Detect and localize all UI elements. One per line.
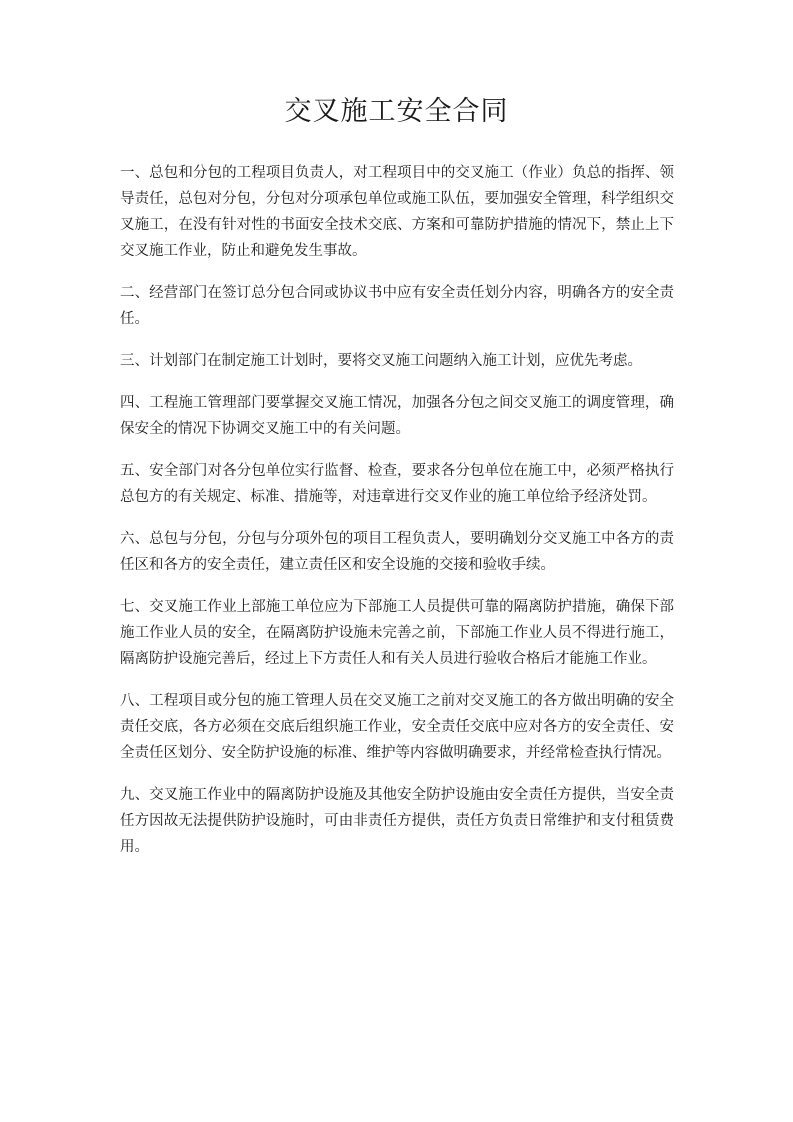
document-title: 交叉施工安全合同 bbox=[284, 96, 509, 127]
clause-6: 六、总包与分包，分包与分项外包的项目工程负责人，要明确划分交叉施工中各方的责任区和各方的安全责任，建立责任区和安全设施的交接和验收手续。 bbox=[120, 531, 674, 573]
document-body bbox=[120, 160, 674, 876]
clause-5: 五、安全部门对各分包单位实行监督、检查，要求各分包单位在施工中，必须严格执行总包方的有关规定、标准、措施等，对违章进行交叉作业的施工单位给予经济处罚。 bbox=[120, 463, 674, 505]
clause-3: 三、计划部门在制定施工计划时，要将交叉施工问题纳入施工计划，应优先考虑。 bbox=[120, 353, 642, 369]
clause-7: 七、交叉施工作业上部施工单位应为下部施工人员提供可靠的隔离防护措施，确保下部施工作业人员的安全，在隔离防护设施未完善之前，下部施工作业人员不得进行施工，隔离防护设施完善后，经过上下方责任人和有关人员进行验收合格后才能施工作业。 bbox=[120, 599, 674, 667]
clause-2: 二、经营部门在签订总分包合同或协议书中应有安全责任划分内容，明确各方的安全责任。 bbox=[120, 285, 674, 327]
clause-4: 四、工程施工管理部门要掌握交叉施工情况，加强各分包之间交叉施工的调度管理，确保安全的情况下协调交叉施工中的有关问题。 bbox=[120, 395, 674, 437]
clause-1: 一、总包和分包的工程项目负责人，对工程项目中的交叉施工（作业）负总的指挥、领导责任，总包对分包，分包对分项承包单位或施工队伍，要加强安全管理，科学组织交叉施工，在没有针对性的书面安全技术交底、方案和可靠防护措施的情况下，禁止上下交叉施工作业，防止和避免发生事故。 bbox=[120, 165, 674, 259]
clause-8: 八、工程项目或分包的施工管理人员在交叉施工之前对交叉施工的各方做出明确的安全责任交底，各方必须在交底后组织施工作业，安全责任交底中应对各方的安全责任、安全责任区划分、安全防护设施的标准、维护等内容做明确要求，并经常检查执行情况。 bbox=[120, 693, 674, 761]
clause-9: 九、交叉施工作业中的隔离防护设施及其他安全防护设施由安全责任方提供，当安全责任方因故无法提供防护设施时，可由非责任方提供，责任方负责日常维护和支付租赁费用。 bbox=[120, 787, 674, 855]
